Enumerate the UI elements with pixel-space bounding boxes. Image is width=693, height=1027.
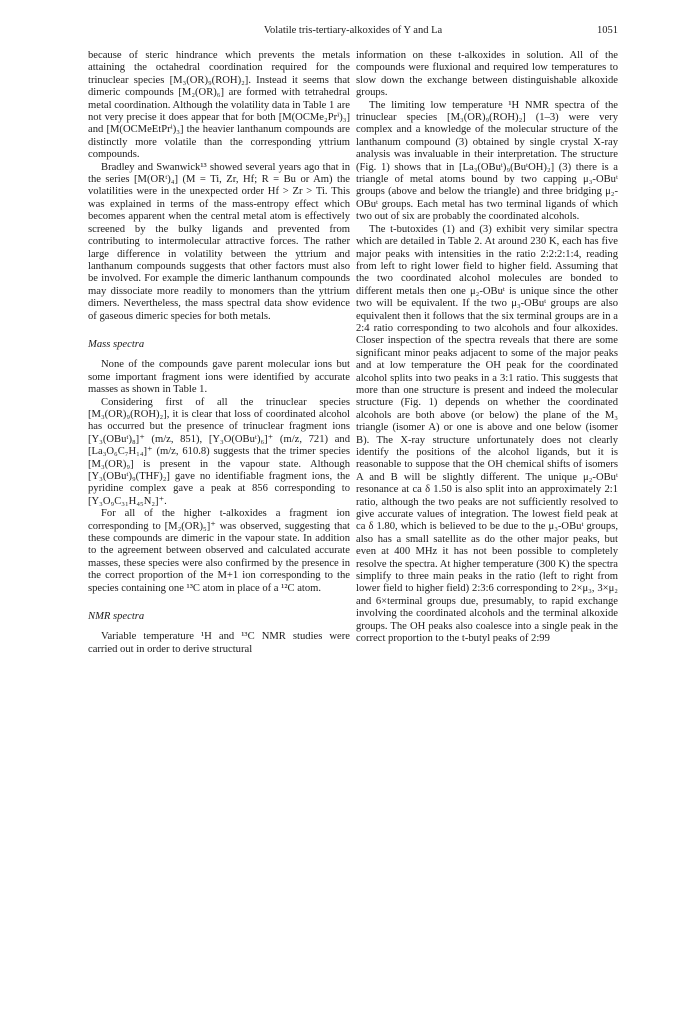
right-column [356, 50, 618, 646]
paragraph: Considering first of all the trinuclear species [M₃(OR)₉(ROH)₂], it is clear that loss of coordinated alcohol has occurred but the presence of trinuclear fragment ions [Y₃(OBuᵗ)₈]⁺ (m/z, 851), [Y₃O(OBuᵗ)₆]⁺ (m/z, 721) and [La₃O₆C₇H₁₄]⁺ (m/z, 610.8) suggests that the trimer species [M₃(OR)₉] is present in the vapour state. Although [Y₃(OBuᵗ)₉(THF)₂] gave no identifiable fragment ions, the pyridine complex gave a peak at 856 corresponding to [Y₃O₉C₃₁H₄₅N₂]⁺. [88, 396, 350, 507]
paragraph: For all of the higher t-alkoxides a fragment ion corresponding to [M₂(OR)₅]⁺ was observed, suggesting that these compounds are dimeric in the vapour state. In addition to the agreement between observed and calculated accurate masses, these species were also confirmed by the presence in the correct proportion of the M+1 ion corresponding to the species containing one ¹³C atom in place of a ¹²C atom. [88, 508, 350, 594]
running-title: Volatile tris-tertiary-alkoxides of Y and La [263, 25, 443, 36]
paragraph: The limiting low temperature ¹H NMR spectra of the trinuclear species [M₃(OR)₉(ROH)₂] (1–3) were very complex and a knowledge of the molecular structure of the lanthanum compound (3) obtained by single crystal X-ray analysis was invaluable in their interpretation. The structure (Fig. 1) shows that in [La₃(OBuᵗ)₉(BuᵗOH)₂] (3) there is a triangle of metal atoms bound by two capping μ₃-OBuᵗ groups (above and below the triangle) and three bridging μ₂-OBuᵗ groups. Each metal has two terminal ligands of which two out of six are probably the coordinated alcohols. [356, 99, 618, 223]
section-heading-nmr-spectra: NMR spectra [88, 611, 145, 623]
paragraph: Variable temperature ¹H and ¹³C NMR studies were carried out in order to derive structural [88, 631, 350, 655]
paragraph: because of steric hindrance which prevents the metals attaining the octahedral coordination required for the trinuclear species [M₃(OR)₉(ROH)₂]. Instead it seems that dimeric compounds [M₂(OR)₆] are formed with tetrahedral metal coordination. Although the volatility data in Table 1 are not very precise it does appear that for both [M(OCMe₂Prⁱ)₃] and [M(OCMeEtPrⁱ)₃] the heavier lanthanum compounds are distinctly more volatile than the corresponding yttrium compounds. [88, 50, 350, 161]
paragraph: information on these t-alkoxides in solution. All of the compounds were fluxional and required low temperatures to slow down the exchange between distinguishable alkoxide groups. [356, 50, 618, 99]
page-number: 1051 [597, 25, 618, 36]
left-column [88, 50, 350, 656]
paragraph: Bradley and Swanwick¹³ showed several years ago that in the series [M(ORᵗ)₄] (M = Ti, Zr, Hf; R = Bu or Am) the volatilities were in the unexpected order Hf > Zr > Ti. This was explained in terms of the mass-entropy effect which becomes apparent when the central metal atom is effectively screened by the bulky ligands and prevented from contributing to intermolecular attractive forces. The rather large difference in volatility between the yttrium and lanthanum compounds suggests that other factors must also be involved. For example the dimeric lanthanum compounds may dissociate more readily to monomers than the yttrium dimers. Nevertheless, the mass spectral data show evidence of gaseous dimeric species for both metals. [88, 161, 350, 322]
paragraph: None of the compounds gave parent molecular ions but some important fragment ions were identified by accurate masses as shown in Table 1. [88, 359, 350, 396]
section-heading-mass-spectra: Mass spectra [88, 338, 145, 350]
paragraph: The t-butoxides (1) and (3) exhibit very similar spectra which are detailed in Table 2. At around 230 K, each has five major peaks with intensities in the ratio 2:2:2:1:4, reading from left to right lower field to higher field. Assuming that the two coordinated alcohol molecules are bonded to different metals then one μ₂-OBuᵗ is unique since the other two will be equivalent. If the two μ₃-OBuᵗ groups are also equivalent then it follows that the six terminal groups are in a 2:4 ratio corresponding to two alcohols and four alkoxides. Closer inspection of the spectra reveals that there are some significant minor peaks adjacent to some of the major peaks and at low temperature the OH peak for the coordinated alcohol splits into two peaks in a 3:1 ratio. This suggests that more than one structure is present and indeed the molecular structure (Fig. 1) depends on whether the coordinated alcohols are both above (or below) the plane of the M₃ triangle (isomer A) or one is above and one below (isomer B). The X-ray structure unfortunately does not clearly identify the positions of the alcohol ligands, but it is reasonable to suppose that the OH chemical shifts of isomers A and B will be slightly different. The unique μ₂-OBuᵗ resonance at ca δ 1.50 is also split into an approximately 2:1 ratio, although the two peaks are not sufficiently resolved to give accurate values of integration. The lowest field peak at ca δ 1.80, which is believed to be due to the μ₃-OBuᵗ groups, also has a small satellite as do the other major peaks, but even at 400 MHz it has not been possible to completely resolve the spectra. At higher temperature (300 K) the spectra simplify to three main peaks in the ratio (left to right from lower field to higher field) 2:3:6 corresponding to 2×μ₃, 3×μ₂ and 6×terminal groups due, presumably, to rapid exchange involving the coordinated alcohols and the terminal alkoxide groups. The OH peaks also coalesce into a single peak in the correct proportion to the t-butyl peaks of 2:99 [356, 223, 618, 645]
